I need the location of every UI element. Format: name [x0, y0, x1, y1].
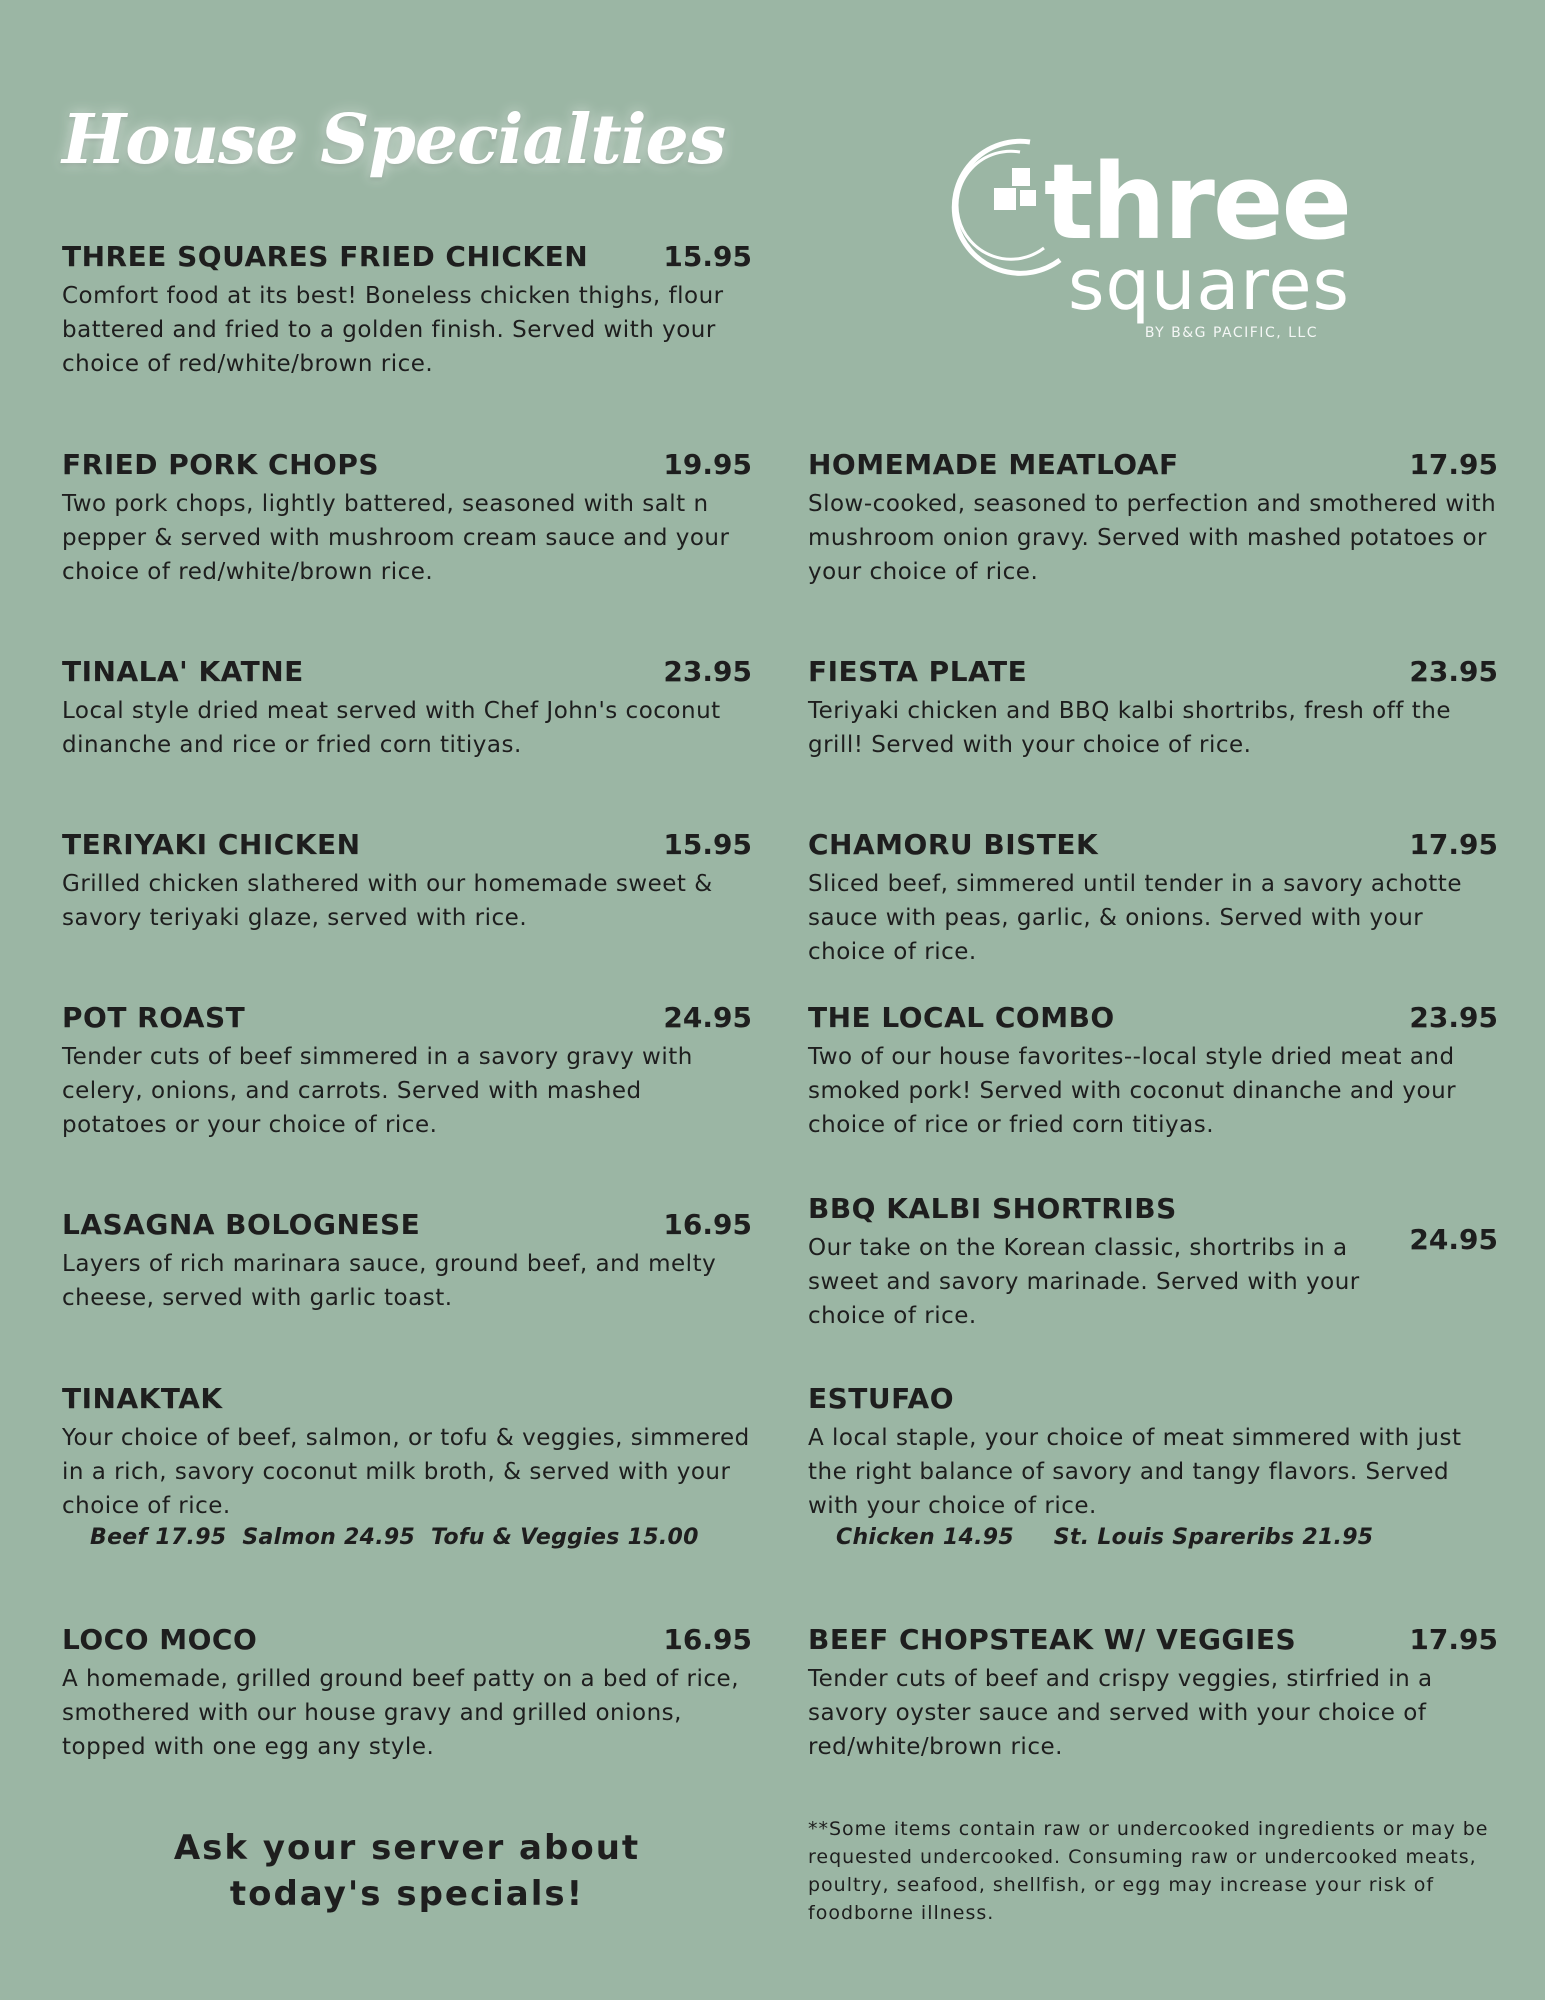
item-name: POT ROAST [62, 1001, 246, 1034]
item-price: 16.95 [663, 1208, 752, 1241]
specials-note [62, 1825, 752, 1917]
item-name: TINALA' KATNE [62, 655, 304, 688]
item-price: 15.95 [663, 828, 752, 861]
item-name: THE LOCAL COMBO [808, 1001, 1115, 1034]
item-price-options: Beef 17.95 Salmon 24.95 Tofu & Veggies 15.00 [90, 1525, 699, 1550]
item-description: Grilled chicken slathered with our homemade sweet & savory teriyaki glaze, served with rice. [62, 871, 713, 931]
page-title: House Specialties [62, 100, 726, 180]
item-price: 15.95 [663, 240, 752, 273]
menu-item-chamoru-bistek [808, 828, 1498, 969]
item-name: TERIYAKI CHICKEN [62, 828, 361, 861]
item-description: Layers of rich marinara sauce, ground beef, and melty cheese, served with garlic toast. [62, 1251, 717, 1311]
food-safety-disclaimer: **Some items contain raw or undercooked ingredients or may be requested undercooked. Consuming raw or undercooked meats, poultry, seafood, shellfish, or egg may increase your risk of foodborne illness. [808, 1818, 1489, 1924]
item-price: 23.95 [663, 655, 752, 688]
item-price: 17.95 [1409, 1623, 1498, 1656]
item-description: Our take on the Korean classic, shortribs in a sweet and savory marinade. Served with your choice of rice. [808, 1235, 1360, 1329]
menu-item-pork-chops [62, 448, 752, 589]
specials-line-2: today's specials! [229, 1874, 585, 1914]
item-price: 19.95 [663, 448, 752, 481]
item-description: Comfort food at its best! Boneless chicken thighs, flour battered and fried to a golden finish. Served with your choice of red/white/brown rice. [62, 283, 724, 377]
logo-word-squares: squares [1068, 244, 1350, 326]
item-price: 23.95 [1409, 1001, 1498, 1034]
item-price-options: Chicken 14.95 St. Louis Spareribs 21.95 [836, 1525, 1374, 1550]
item-name: FIESTA PLATE [808, 655, 1028, 688]
item-price: 17.95 [1409, 448, 1498, 481]
item-description: Your choice of beef, salmon, or tofu & veggies, simmered in a rich, savory coconut milk broth, & served with your choice of rice. [62, 1425, 750, 1519]
menu-item-pot-roast [62, 1001, 752, 1142]
menu-item-tinala-katne [62, 655, 752, 762]
item-description: Tender cuts of beef and crispy veggies, stirfried in a savory oyster sauce and served with your choice of red/white/brown rice. [808, 1666, 1433, 1760]
menu-item-meatloaf [808, 448, 1498, 589]
logo-word-three: three [1043, 141, 1350, 263]
menu-item-beef-chopsteak [808, 1623, 1498, 1764]
item-name: ESTUFAO [808, 1382, 955, 1415]
logo-tagline: BY B&G PACIFIC, LLC [1144, 325, 1318, 341]
item-name: CHAMORU BISTEK [808, 828, 1099, 861]
item-name: BEEF CHOPSTEAK W/ VEGGIES [808, 1623, 1297, 1656]
item-name: LOCO MOCO [62, 1623, 258, 1656]
item-description: Sliced beef, simmered until tender in a savory achotte sauce with peas, garlic, & onions. Served with your choice of rice. [808, 871, 1462, 965]
menu-item-local-combo [808, 1001, 1498, 1142]
menu-item-lasagna [62, 1208, 752, 1315]
item-name: BBQ KALBI SHORTRIBS [808, 1192, 1177, 1225]
menu-item-fried-chicken [62, 240, 752, 381]
item-price: 24.95 [1409, 1223, 1498, 1256]
item-name: TINAKTAK [62, 1382, 223, 1415]
item-description: A homemade, grilled ground beef patty on a bed of rice, smothered with our house gravy and grilled onions, topped with one egg any style. [62, 1666, 740, 1760]
item-name: FRIED PORK CHOPS [62, 448, 380, 481]
item-description: Two of our house favorites--local style dried meat and smoked pork! Served with coconut dinanche and your choice of rice or fried corn titiyas. [808, 1044, 1457, 1138]
item-description: A local staple, your choice of meat simmered with just the right balance of savory and tangy flavors. Served with your choice of rice. [808, 1425, 1462, 1519]
menu-item-teriyaki-chicken [62, 828, 752, 935]
menu-item-loco-moco [62, 1623, 752, 1764]
item-description: Tender cuts of beef simmered in a savory gravy with celery, onions, and carrots. Served with mashed potatoes or your choice of rice. [62, 1044, 693, 1138]
specials-line-1: Ask your server about [173, 1828, 641, 1868]
item-price: 23.95 [1409, 655, 1498, 688]
item-description: Teriyaki chicken and BBQ kalbi shortribs, fresh off the grill! Served with your choice of rice. [808, 698, 1451, 758]
item-description: Two pork chops, lightly battered, seasoned with salt n pepper & served with mushroom cream sauce and your choice of red/white/brown rice. [62, 491, 730, 585]
item-name: HOMEMADE MEATLOAF [808, 448, 1179, 481]
item-name: LASAGNA BOLOGNESE [62, 1208, 421, 1241]
three-squares-logo [940, 130, 1350, 375]
menu-item-tinaktak [62, 1382, 752, 1550]
menu-item-estufao [808, 1382, 1498, 1550]
item-price: 16.95 [663, 1623, 752, 1656]
item-price: 24.95 [663, 1001, 752, 1034]
item-price: 17.95 [1409, 828, 1498, 861]
menu-item-fiesta-plate [808, 655, 1498, 762]
item-description: Slow-cooked, seasoned to perfection and smothered with mushroom onion gravy. Served with mashed potatoes or your choice of rice. [808, 491, 1497, 585]
menu-item-kalbi-shortribs [808, 1192, 1498, 1333]
item-description: Local style dried meat served with Chef John's coconut dinanche and rice or fried corn titiyas. [62, 698, 721, 758]
item-name: THREE SQUARES FRIED CHICKEN [62, 240, 589, 273]
